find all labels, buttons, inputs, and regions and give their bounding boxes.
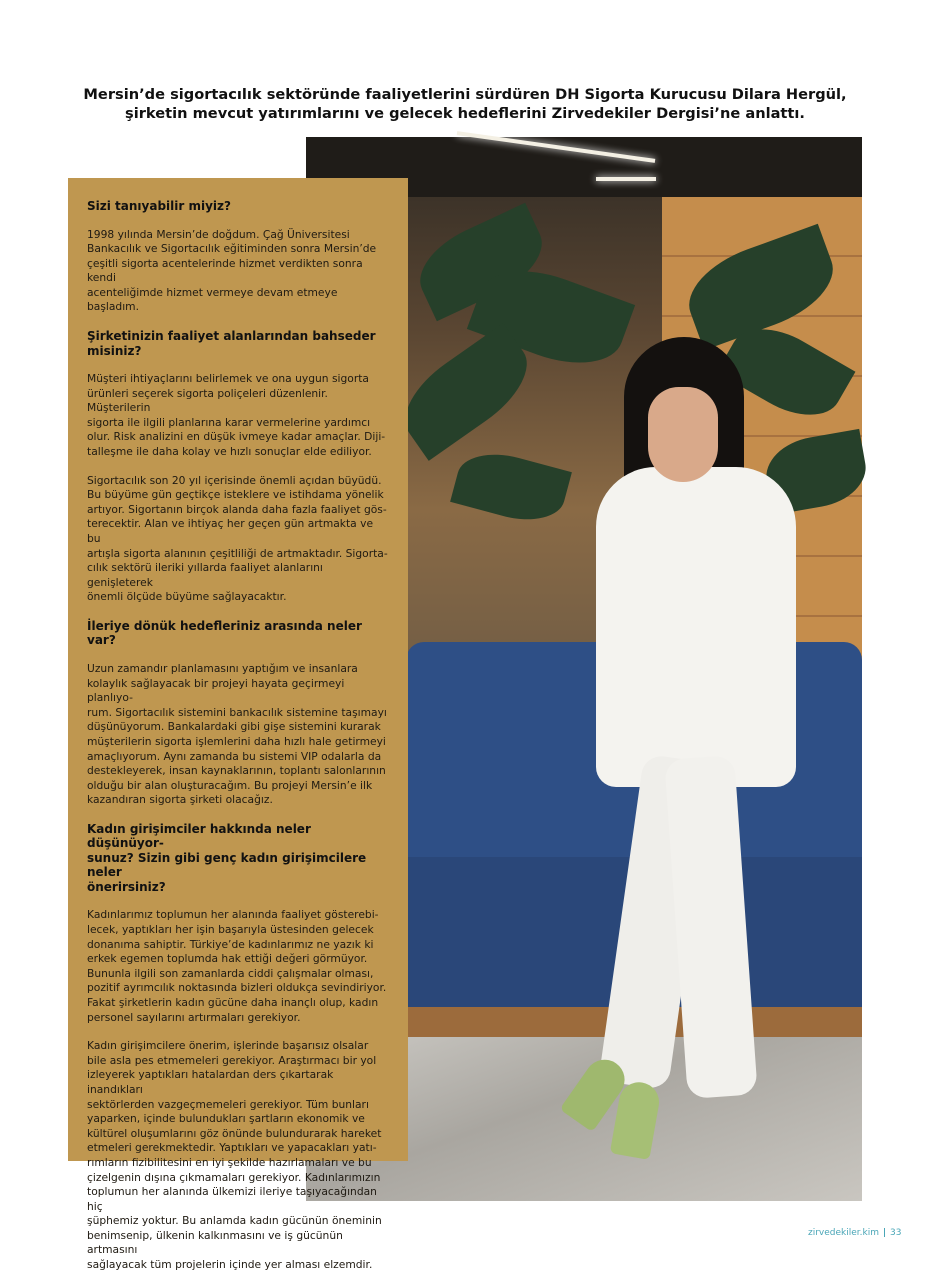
woman-figure	[576, 337, 806, 1147]
footer-separator	[884, 1228, 885, 1237]
page-number: 33	[890, 1228, 902, 1238]
question-1: Sizi tanıyabilir miyiz?	[87, 199, 231, 213]
answer-paragraph: Kadın girişimcilere önerim, işlerinde başarısız olsalar bile asla pes etmemeleri gerekiyor. Araştırmacı bir yol izleyerek yaptıkları hatalardan ders çıkartarak inandıkları sektörlerden vazgeçmemeleri gerekiyor. Tüm bunları yaparken, içinde bulundukları şartların ekonomik ve kültürel oluşumlarını göz önünde bulundurarak hareket etmeleri gerekmektedir. Yaptıkları ve yapacakları yatı- rımların fizibilitesini en iyi şekilde hazırlamaları ve bu çizelgenin dışına çıkmamaları gerekiyor. Kadınlarımızın toplumun her alanında ülkemizi ileriye taşıyacağından hiç şüphemiz yoktur. Bu anlamda kadın gücünün öneminin benimsenip, ülkenin kalkınmasını ve iş gücünün artmasını sağlayacak tüm projelerin içinde yer alması elzemdir.	[87, 1039, 382, 1272]
site-url[interactable]: zirvedekiler.kim	[808, 1228, 880, 1238]
headline-line-2: şirketin mevcut yatırımlarını ve gelecek hedeflerini Zirvedekiler Dergisi’ne anlattı.	[125, 105, 805, 122]
page-footer	[808, 1228, 901, 1238]
answer-paragraph: Uzun zamandır planlamasını yaptığım ve insanlara kolaylık sağlayacak bir projeyi hayata geçirmeyi planlıyo- rum. Sigortacılık sistemini bankacılık sistemine taşımayı düşünüyorum. Bankalardaki gibi gişe sistemini kurarak müşterilerin sigorta işlemlerini daha hızlı hale getirmeyi amaçlıyorum. Aynı zamanda bu sistemi VIP odalarla da destekleyerek, insan kaynaklarının, toplantı salonlarının olduğu bir alan oluşturacağım. Bu projeyi Mersin’e ilk kazandıran sigorta şirketi olacağız.	[87, 661, 387, 807]
question-2: Şirketinizin faaliyet alanlarından bahseder misiniz?	[87, 329, 376, 358]
answer-paragraph: Kadınlarımız toplumun her alanında faaliyet gösterebi- lecek, yaptıkları her işin başarıyla üstesinden gelecek donanıma sahiptir. Türkiye’de kadınlarımız ne yazık ki erkek egemen toplumda hak ettiği değeri görmüyor. Bununla ilgili son zamanlarda ciddi çalışmalar olması, pozitif ayrımcılık noktasında bizleri oldukça sevindiriyor. Fakat şirketlerin kadın gücüne daha inançlı olup, kadın personel sayılarını artırmaları gerekiyor.	[87, 908, 387, 1024]
answer-paragraph: Müşteri ihtiyaçlarını belirlemek ve ona uygun sigorta ürünleri seçerek sigorta poliçeleri düzenlenir. Müşterilerin sigorta ile ilgili planlarına karar vermelerine yardımcı olur. Risk analizini en düşük ivmeye kadar amaçlar. Diji- talleşme ile daha kolay ve hızlı sonuçlar elde ediliyor.	[87, 372, 386, 459]
question-3: İleriye dönük hedefleriniz arasında neler var?	[87, 618, 362, 648]
answer-paragraph: 1998 yılında Mersin’de doğdum. Çağ Üniversitesi Bankacılık ve Sigortacılık eğitiminden sonra Mersin’de çeşitli sigorta acentelerinde hizmet verdikten sonra kendi acenteliğimde hizmet vermeye devam etmeye başladım.	[87, 227, 377, 314]
article-headline	[60, 85, 870, 123]
question-4: Kadın girişimciler hakkında neler düşünüyor- sunuz? Sizin gibi genç kadın girişimcilere neler önerirsiniz?	[87, 821, 367, 894]
headline-line-1: Mersin’de sigortacılık sektöründe faaliyetlerini sürdüren DH Sigorta Kurucusu Dilara Hergül,	[83, 86, 847, 103]
interview-text-panel	[68, 178, 408, 1272]
answer-paragraph: Sigortacılık son 20 yıl içerisinde önemli açıdan büyüdü. Bu büyüme gün geçtikçe isteklere ve istihdama yönelik artıyor. Sigortanın birçok alanda daha fazla faaliyet gös- terecektir. Alan ve ihtiyaç her geçen gün artmakta ve bu artışla sigorta alanının çeşitliliği de artmaktadır. Sigorta- cılık sektörü ileriki yıllarda faaliyet alanlarını genişleterek önemli ölçüde büyüme sağlayacaktır.	[87, 473, 388, 604]
